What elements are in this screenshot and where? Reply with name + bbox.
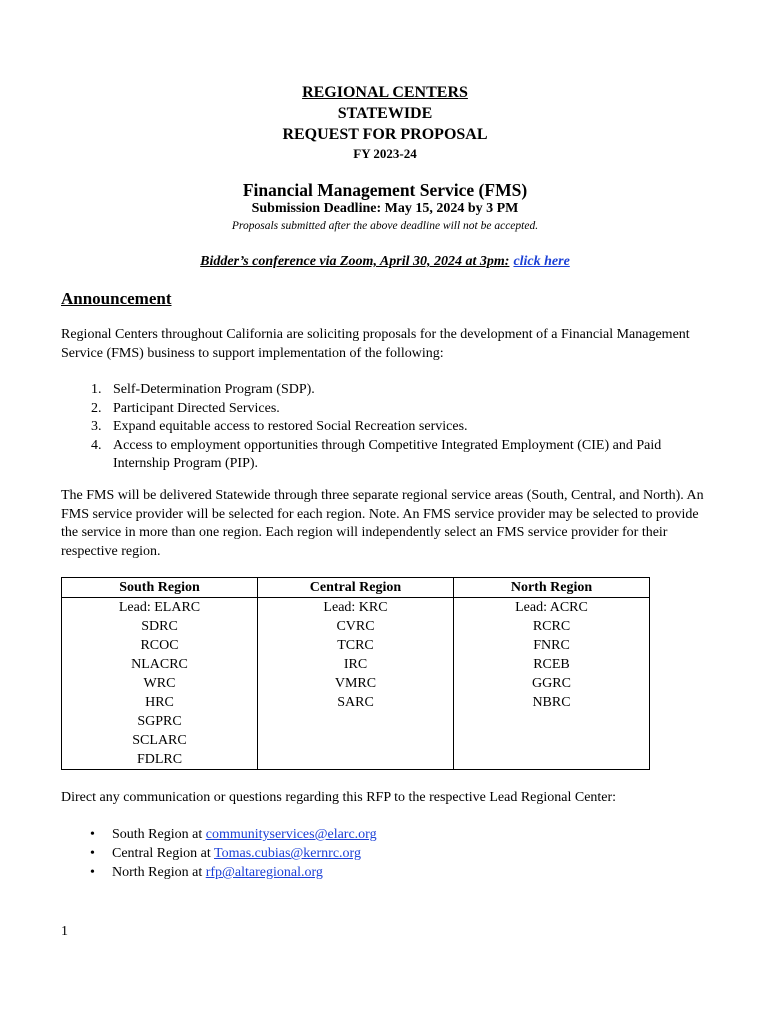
title-regional-centers: REGIONAL CENTERS	[302, 84, 468, 101]
table-row	[62, 731, 650, 750]
list-item: 3. Expand equitable access to restored Social Recreation services.	[91, 419, 468, 434]
contact-label-north: North Region at	[112, 865, 203, 880]
list-item: 1. Self-Determination Program (SDP).	[91, 382, 315, 397]
title-rfp: REQUEST FOR PROPOSAL	[282, 126, 488, 143]
bullet-icon: •	[90, 846, 95, 861]
announcement-intro: Regional Centers throughout California are soliciting proposals for the development of a Financial Management Service (FMS) business to support implementation of the following:	[61, 327, 690, 361]
email-link-central[interactable]: Tomas.cubias@kernrc.org	[214, 846, 361, 861]
table-cell: IRC	[258, 655, 454, 674]
list-item: 4. Access to employment opportunities through Competitive Integrated Employment (CIE) and Paid Internship Program (PIP).	[91, 437, 662, 471]
header-north-region: North Region	[454, 578, 650, 598]
fiscal-year: FY 2023-24	[353, 146, 417, 161]
regions-table	[61, 577, 650, 770]
table-cell: NBRC	[454, 693, 650, 712]
late-proposal-note: Proposals submitted after the above deadline will not be accepted.	[231, 220, 539, 232]
table-row	[62, 636, 650, 655]
table-cell: Lead: KRC	[258, 598, 454, 618]
table-cell: Lead: ACRC	[454, 598, 650, 618]
list-item	[61, 863, 377, 882]
table-cell: RCRC	[454, 617, 650, 636]
contact-label-south: South Region at	[112, 827, 203, 842]
table-row	[62, 617, 650, 636]
table-row	[62, 712, 650, 731]
contact-label-central: Central Region at	[112, 846, 211, 861]
table-row	[62, 750, 650, 770]
contact-list	[61, 825, 377, 882]
list-item: 2. Participant Directed Services.	[91, 400, 280, 416]
title-statewide: STATEWIDE	[337, 105, 433, 122]
table-cell	[454, 731, 650, 750]
bullet-icon: •	[90, 865, 95, 880]
table-cell: SCLARC	[62, 731, 258, 750]
table-cell: FDLRC	[62, 750, 258, 770]
table-row	[62, 674, 650, 693]
table-cell: RCOC	[62, 636, 258, 655]
bullet-icon: •	[90, 827, 95, 842]
list-item	[61, 825, 377, 844]
table-row	[62, 655, 650, 674]
delivery-paragraph: The FMS will be delivered Statewide through three separate regional service areas (South, Central, and North). An FMS service provider will be selected for each region. Note. An FMS service provider may be selected to provide the service in more than one region. Each region will independently select an FMS service provider for their respective region.	[61, 488, 704, 559]
bidders-conference	[0, 252, 770, 270]
table-cell	[258, 750, 454, 770]
header-south-region: South Region	[62, 578, 258, 598]
table-row	[62, 693, 650, 712]
table-cell: SDRC	[62, 617, 258, 636]
submission-deadline: Submission Deadline: May 15, 2024 by 3 PM	[251, 201, 519, 216]
table-cell: GGRC	[454, 674, 650, 693]
table-cell	[258, 712, 454, 731]
service-title: Financial Management Service (FMS)	[242, 180, 528, 200]
table-cell	[258, 731, 454, 750]
table-cell	[454, 750, 650, 770]
email-link-north[interactable]: rfp@altaregional.org	[205, 865, 323, 880]
table-cell: VMRC	[258, 674, 454, 693]
email-link-south[interactable]: communityservices@elarc.org	[205, 827, 377, 842]
table-cell: CVRC	[258, 617, 454, 636]
table-cell: Lead: ELARC	[62, 598, 258, 618]
list-item	[61, 844, 377, 863]
program-list	[61, 381, 711, 474]
table-cell: RCEB	[454, 655, 650, 674]
table-cell: WRC	[62, 674, 258, 693]
table-cell	[454, 712, 650, 731]
conference-text: Bidder’s conference via Zoom, April 30, 2024 at 3pm:	[200, 254, 510, 269]
page-number: 1	[61, 924, 68, 939]
header-central-region: Central Region	[258, 578, 454, 598]
table-header-row	[62, 578, 650, 598]
table-cell: SARC	[258, 693, 454, 712]
announcement-heading: Announcement	[61, 289, 172, 308]
conference-link[interactable]: click here	[513, 254, 570, 269]
table-cell: FNRC	[454, 636, 650, 655]
table-cell: TCRC	[258, 636, 454, 655]
contact-intro: Direct any communication or questions regarding this RFP to the respective Lead Regional Center:	[61, 790, 617, 805]
table-cell: NLACRC	[62, 655, 258, 674]
table-cell: HRC	[62, 693, 258, 712]
table-row	[62, 598, 650, 618]
table-cell: SGPRC	[62, 712, 258, 731]
